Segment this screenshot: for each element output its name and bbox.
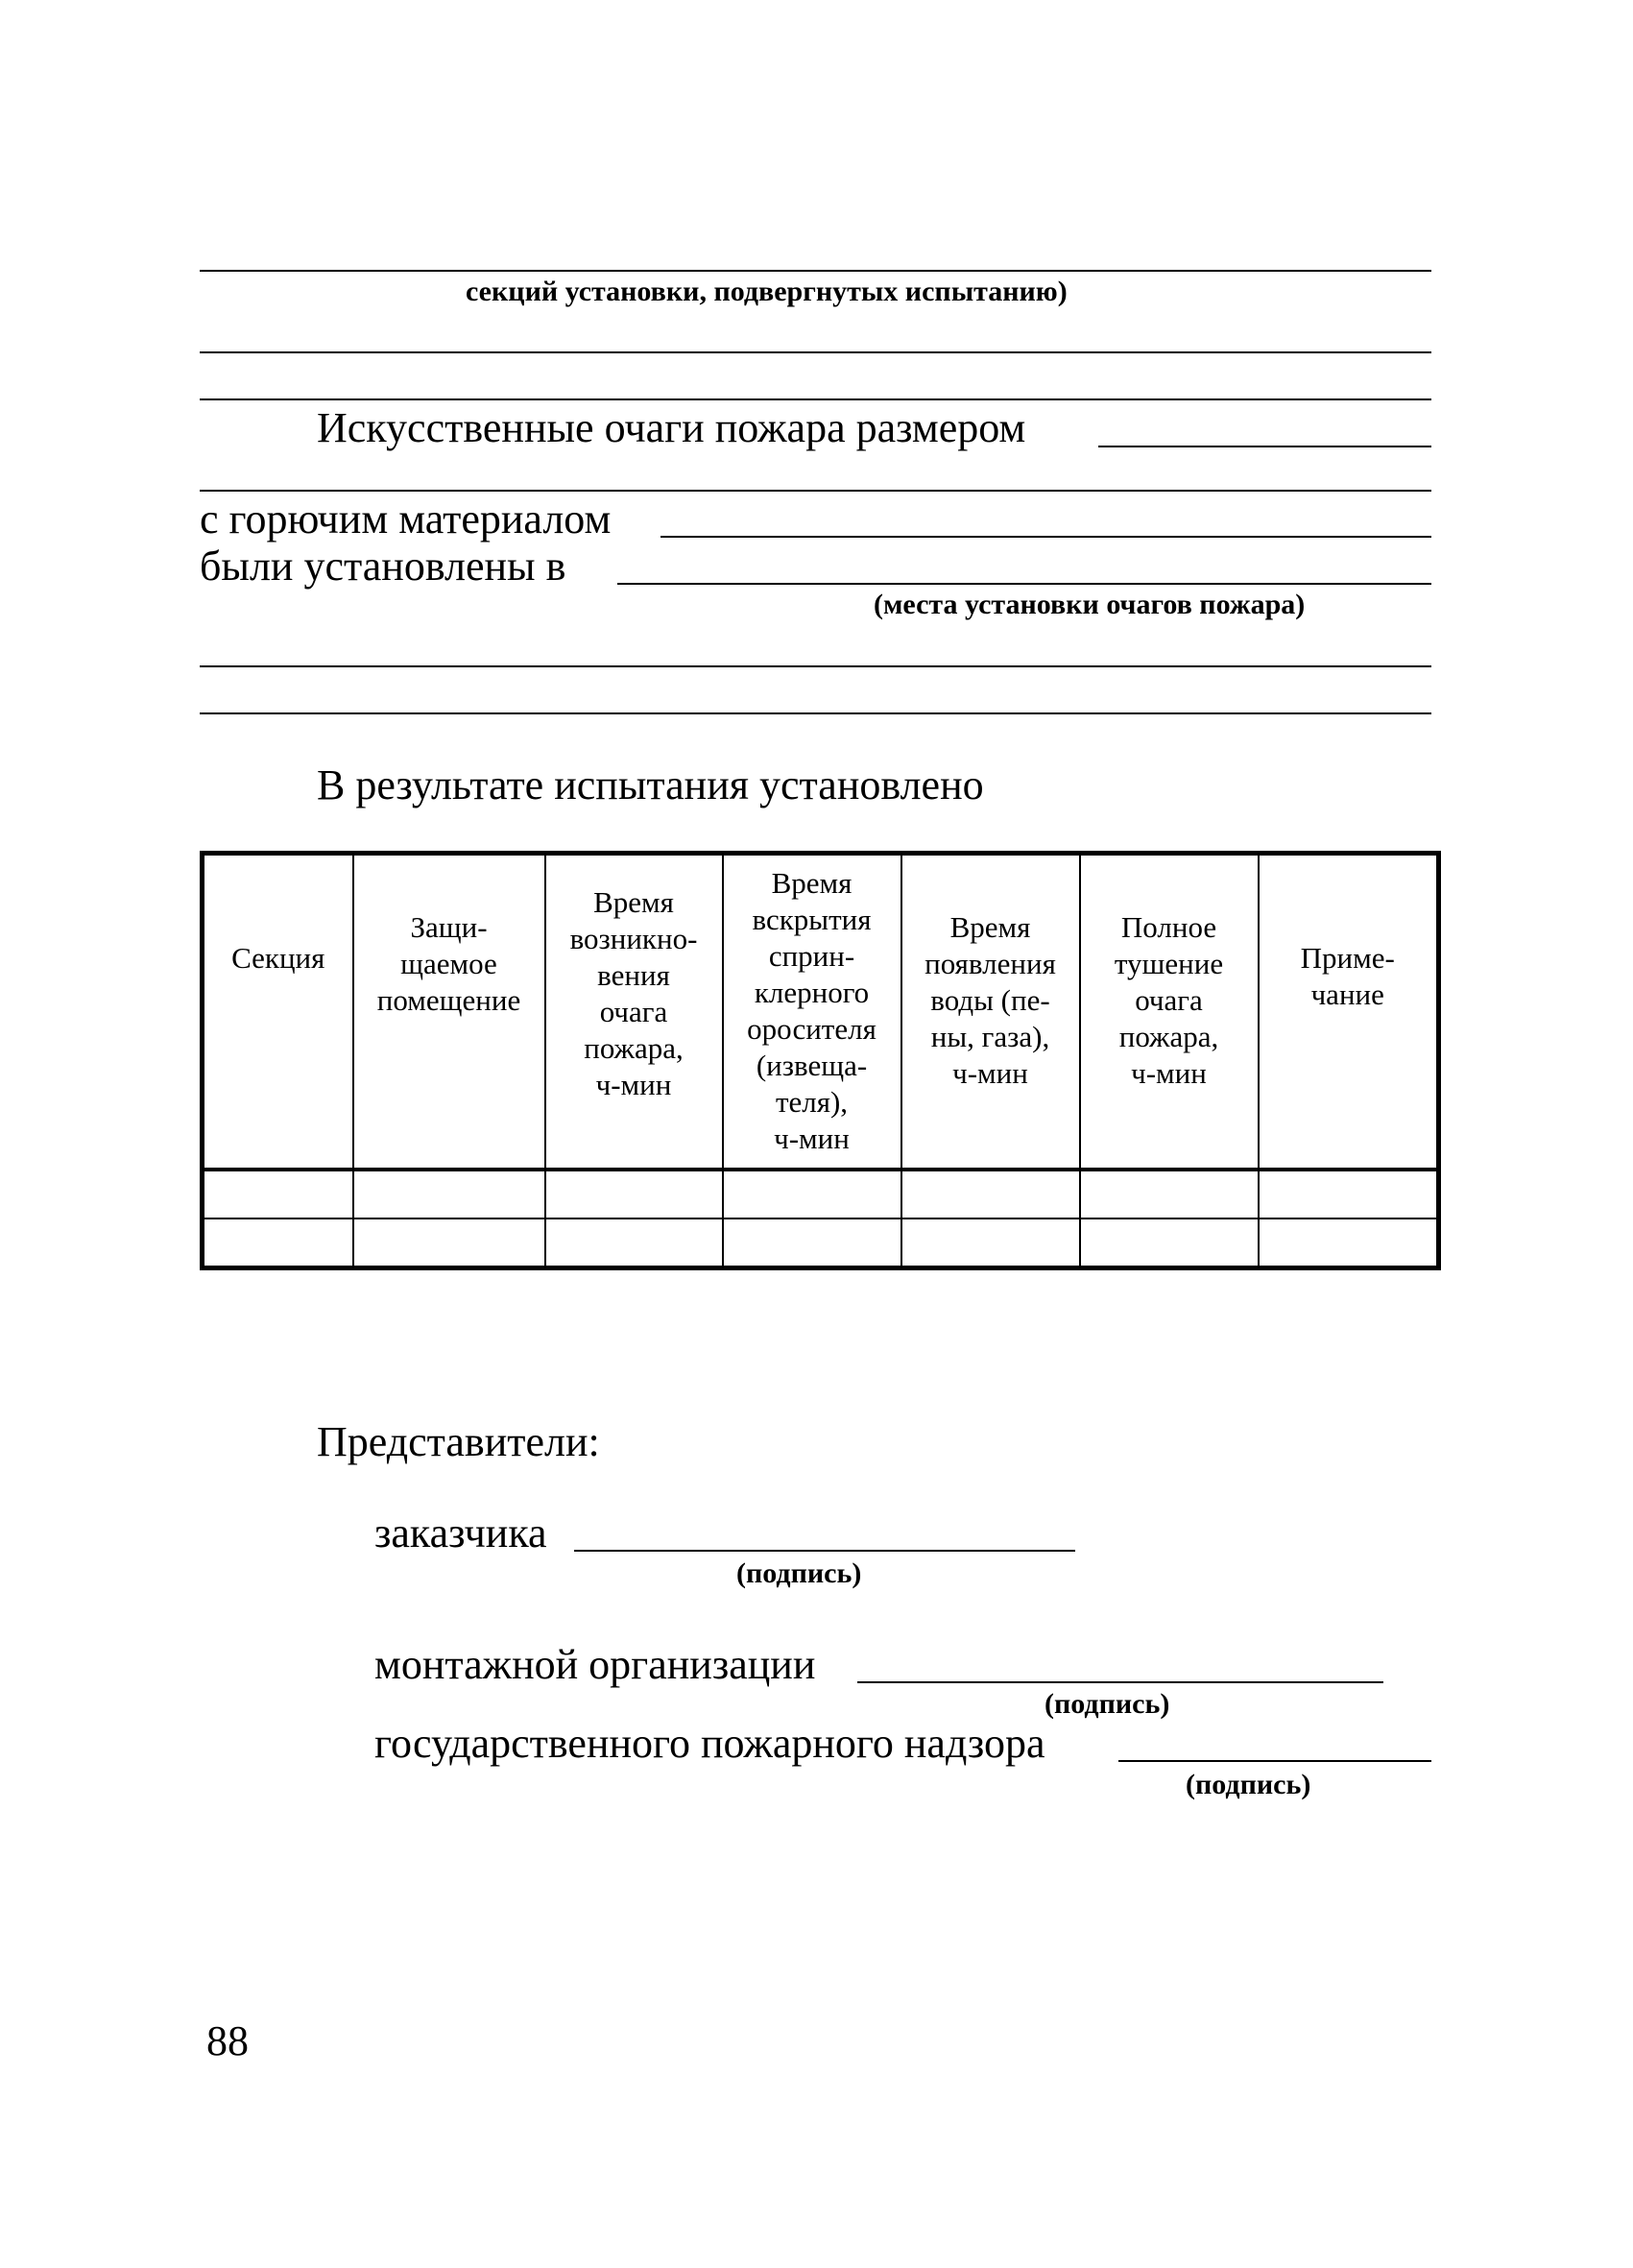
table-cell[interactable]: [203, 1218, 353, 1268]
blank-line-1: [200, 270, 1431, 272]
table-cell[interactable]: [901, 1218, 1080, 1268]
results-table: [200, 851, 1441, 1270]
blank-line-3: [200, 398, 1431, 400]
table-cell[interactable]: [203, 1170, 353, 1218]
blank-line-2: [200, 351, 1431, 353]
page-number: 88: [206, 2017, 249, 2064]
fire-sources-label: Искусственные очаги пожара размером: [317, 404, 1026, 451]
header-section: Секция: [203, 854, 353, 1170]
table-header-row: [203, 854, 1439, 1170]
location-caption: (места установки очагов пожара): [874, 589, 1306, 620]
installer-signature-line[interactable]: [857, 1681, 1383, 1683]
customer-signature-caption: (подпись): [736, 1557, 862, 1589]
header-full-extinguish-time: Полное тушение очага пожара, ч-мин: [1080, 854, 1259, 1170]
fire-supervision-signature-caption: (подпись): [1186, 1769, 1311, 1800]
table-cell[interactable]: [1080, 1218, 1259, 1268]
location-blank[interactable]: [617, 583, 1431, 585]
table-row: [203, 1170, 1439, 1218]
table-cell[interactable]: [545, 1218, 723, 1268]
header-protected-room: Защи- щаемое помещение: [353, 854, 545, 1170]
table-cell[interactable]: [723, 1218, 901, 1268]
blank-line-5: [200, 665, 1431, 667]
table-cell[interactable]: [545, 1170, 723, 1218]
installed-label: были установлены в: [200, 543, 566, 590]
table-row: [203, 1218, 1439, 1268]
customer-signature-line[interactable]: [574, 1550, 1075, 1552]
header-fire-start-time: Время возникно- вения очага пожара, ч-мин: [545, 854, 723, 1170]
header-note: Приме- чание: [1259, 854, 1439, 1170]
section-caption: секций установки, подвергнутых испытанию): [466, 276, 1068, 307]
installer-label: монтажной организации: [374, 1641, 816, 1688]
blank-line-6: [200, 712, 1431, 714]
blank-line-4: [200, 490, 1431, 492]
installer-signature-caption: (подпись): [1045, 1688, 1170, 1720]
customer-label: заказчика: [374, 1509, 547, 1556]
table-cell[interactable]: [723, 1170, 901, 1218]
table-cell[interactable]: [901, 1170, 1080, 1218]
table-cell[interactable]: [1259, 1170, 1439, 1218]
header-sprinkler-open-time: Время вскрытия сприн- клерного оросителя (извеща- теля), ч-мин: [723, 854, 901, 1170]
table-cell[interactable]: [1080, 1170, 1259, 1218]
fire-supervision-signature-line[interactable]: [1118, 1760, 1431, 1762]
results-heading: В результате испытания установлено: [317, 761, 984, 808]
table-cell[interactable]: [353, 1218, 545, 1268]
material-label: с горючим материалом: [200, 495, 612, 543]
material-blank[interactable]: [660, 536, 1431, 538]
representatives-heading: Представители:: [317, 1418, 600, 1465]
fire-supervision-label: государственного пожарного надзора: [374, 1720, 1045, 1767]
fire-size-blank[interactable]: [1098, 446, 1431, 447]
table-cell[interactable]: [353, 1170, 545, 1218]
table-cell[interactable]: [1259, 1218, 1439, 1268]
header-water-appearance-time: Время появления воды (пе- ны, газа), ч-мин: [901, 854, 1080, 1170]
